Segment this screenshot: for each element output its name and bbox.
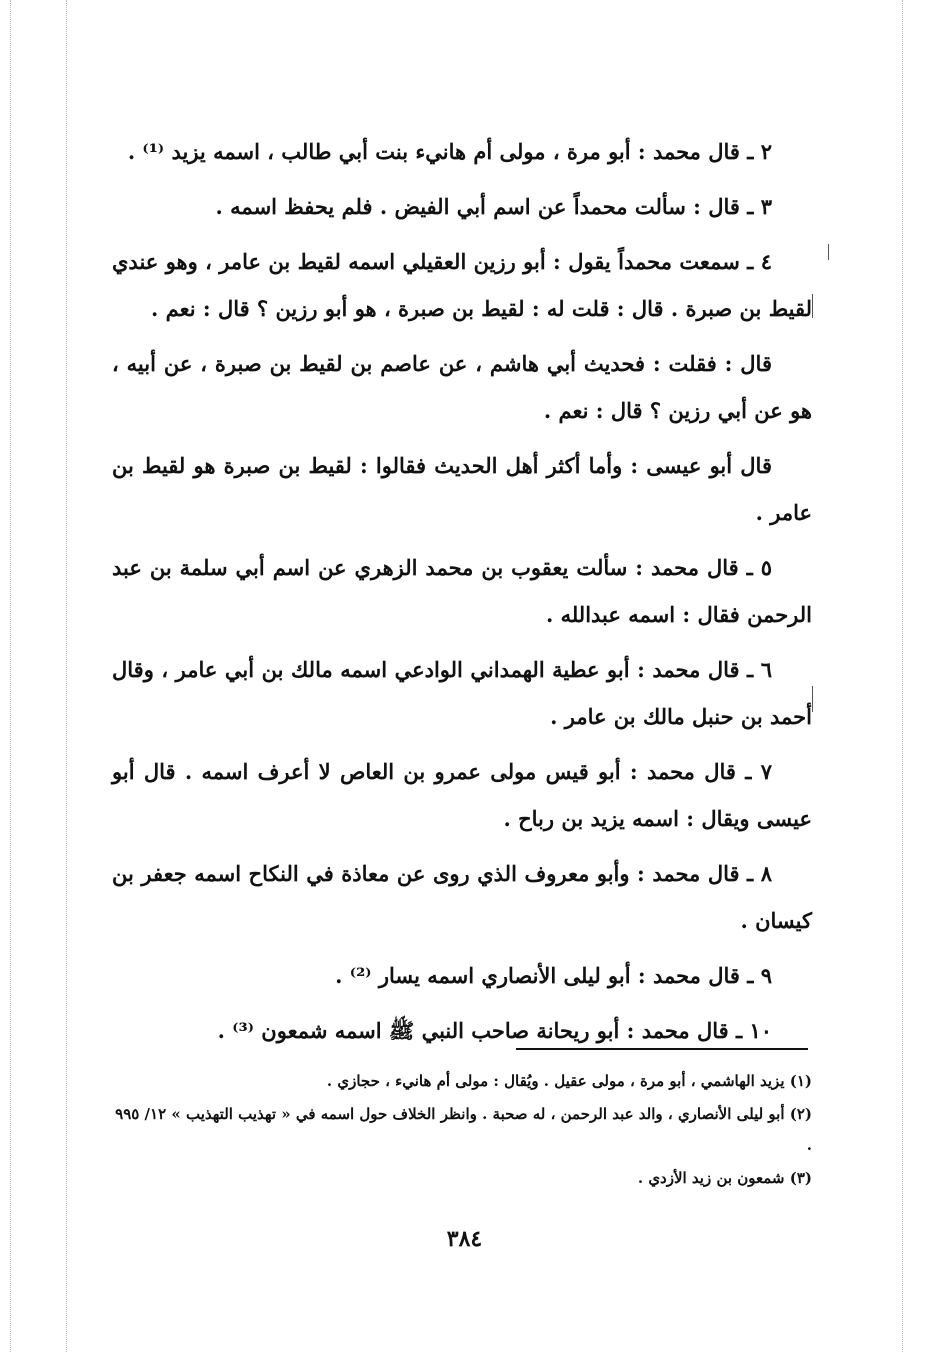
footnote-divider	[516, 1048, 808, 1050]
paragraph-6: ٦ ـ قال محمد : أبو عطية الهمداني الوادعي اسمه مالك بن أبي عامر ، وقال أحمد بن حنبل مالك بن عامر .	[112, 657, 812, 729]
margin-mark	[812, 686, 813, 712]
paragraph-2: ٢ ـ قال محمد : أبو مرة ، مولى أم هانيء بنت أبي طالب ، اسمه يزيد ⁽¹⁾ .	[127, 139, 772, 164]
paragraph-abu-isa: قال أبو عيسى : وأما أكثر أهل الحديث فقالوا : لقيط بن صبرة هو لقيط بن عامر .	[112, 453, 812, 525]
margin-mark	[812, 294, 813, 318]
paragraph-5: ٥ ـ قال محمد : سألت يعقوب بن محمد الزهري عن اسم أبي سلمة بن عبد الرحمن فقال : اسمه عبدالله .	[112, 555, 812, 627]
paragraph-7: ٧ ـ قال محمد : أبو قيس مولى عمرو بن العاص لا أعرف اسمه . قال أبو عيسى ويقال : اسمه يزيد بن رباح .	[112, 759, 812, 831]
margin-mark	[828, 244, 829, 260]
scan-edge-inner-left	[66, 0, 67, 1352]
main-text	[112, 128, 812, 1062]
paragraph-3: ٣ ـ قال : سألت محمداً عن اسم أبي الفيض . فلم يحفظ اسمه .	[215, 194, 772, 219]
paragraph-4: ٤ ـ سمعت محمداً يقول : أبو رزين العقيلي اسمه لقيط بن عامر ، وهو عندي لقيط بن صبرة . قال : قلت له : لقيط بن صبرة ، هو أبو رزين ؟ قال : نعم .	[112, 249, 812, 321]
paragraph-8: ٨ ـ قال محمد : وأبو معروف الذي روى عن معاذة في النكاح اسمه جعفر بن كيسان .	[112, 861, 812, 933]
footnote-1: (١) يزيد الهاشمي ، أبو مرة ، مولى عقيل . ويُقال : مولى أم هانيء ، حجازي .	[326, 1072, 812, 1090]
page-number: ٣٨٤	[446, 1226, 483, 1252]
scan-edge-left	[10, 0, 11, 1352]
scan-edge-right	[902, 0, 903, 1352]
paragraph-4-cont: قال : فقلت : فحديث أبي هاشم ، عن عاصم بن لقيط بن صبرة ، عن أبيه ، هو عن أبي رزين ؟ قال : نعم .	[112, 351, 812, 423]
footnote-2: (٢) أبو ليلى الأنصاري ، والد عبد الرحمن ، له صحبة . وانظر الخلاف حول اسمه في « تهذيب التهذيب » ١٢/ ٩٩٥ .	[115, 1105, 812, 1154]
footnote-3: (٣) شمعون بن زيد الأزدي .	[637, 1169, 812, 1187]
footnotes	[112, 1066, 812, 1196]
paragraph-10: ١٠ ـ قال محمد : أبو ريحانة صاحب النبي ﷺ اسمه شمعون ⁽³⁾ .	[217, 1018, 772, 1043]
paragraph-9: ٩ ـ قال محمد : أبو ليلى الأنصاري اسمه يسار ⁽²⁾ .	[335, 963, 772, 988]
